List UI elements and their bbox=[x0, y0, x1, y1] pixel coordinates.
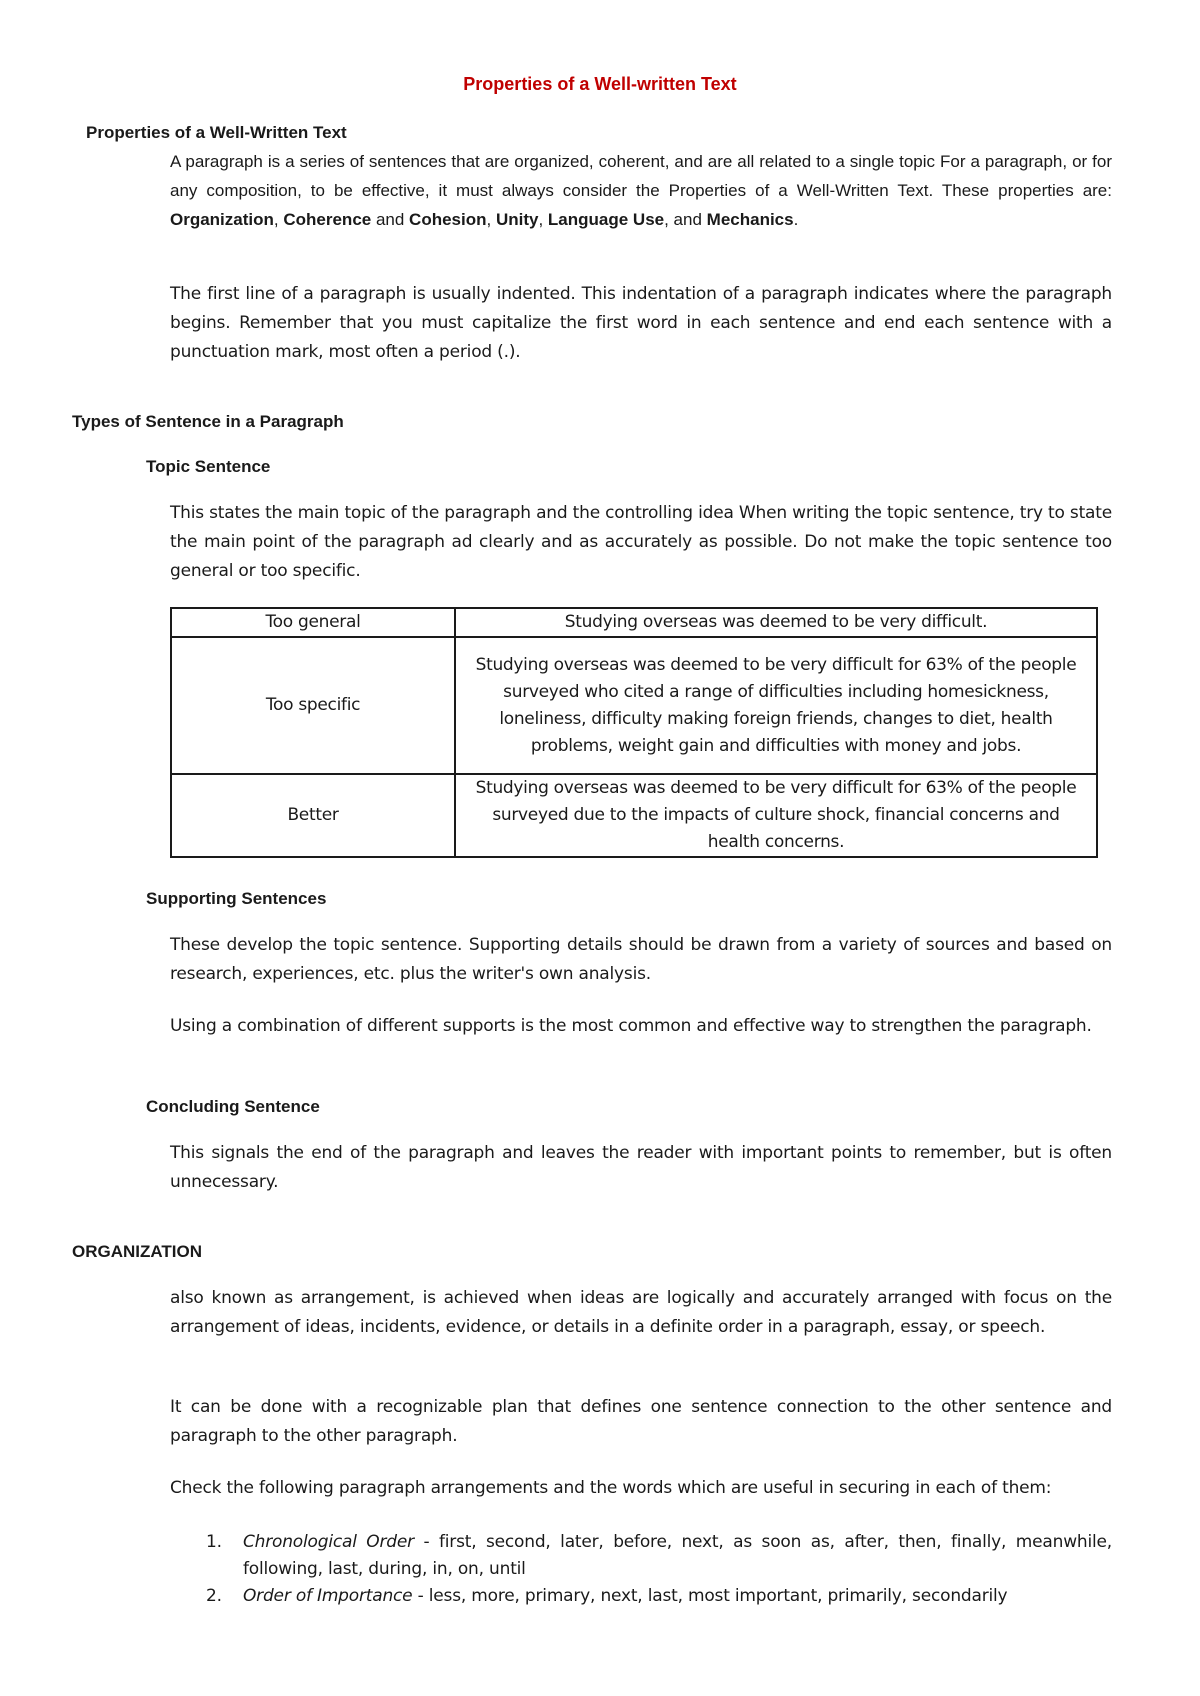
separator: , bbox=[486, 210, 496, 229]
property-organization: Organization bbox=[170, 210, 274, 229]
concluding-sentence-heading: Concluding Sentence bbox=[146, 1097, 320, 1116]
intro-lead-text: A paragraph is a series of sentences that are organized, coherent, and are all related to a single topic For a paragraph, or for any composition, to be effective, it must always consider the Properties of a Well-Written Text. These properties are: bbox=[170, 152, 1112, 200]
conjunction: and bbox=[371, 210, 410, 229]
organization-paragraph-2: It can be done with a recognizable plan that defines one sentence connection to the other sentence and paragraph to the other paragraph. bbox=[170, 1397, 1112, 1446]
order-words: - less, more, primary, next, last, most important, primarily, secondarily bbox=[412, 1586, 1008, 1606]
table-cell-label: Too general bbox=[171, 608, 455, 637]
supporting-sentences-heading: Supporting Sentences bbox=[146, 889, 327, 908]
concluding-paragraph: This signals the end of the paragraph and leaves the reader with important points to remember, but is often unnecessary. bbox=[170, 1143, 1112, 1192]
property-coherence: Coherence bbox=[283, 210, 372, 229]
table-row bbox=[171, 637, 1097, 774]
list-number: 2. bbox=[206, 1586, 222, 1606]
order-words: - first, second, later, before, next, as soon as, after, then, finally, meanwhile, following, last, during, in, on, until bbox=[243, 1532, 1112, 1579]
property-cohesion: Cohesion bbox=[409, 210, 487, 229]
supporting-paragraph-1: These develop the topic sentence. Supporting details should be drawn from a variety of sources and based on research, experiences, etc. plus the writer's own analysis. bbox=[170, 935, 1112, 984]
separator: , bbox=[538, 210, 548, 229]
arrangement-list bbox=[170, 1529, 1112, 1610]
table-row bbox=[171, 608, 1097, 637]
indentation-paragraph: The first line of a paragraph is usually indented. This indentation of a paragraph indicates where the paragraph begins. Remember that you must capitalize the first word in each sentence and end each sentence with a punctuation mark, most often a period (.). bbox=[170, 284, 1112, 362]
organization-paragraph-1: also known as arrangement, is achieved when ideas are logically and accurately arranged with focus on the arrangement of ideas, incidents, evidence, or details in a definite order in a paragraph, essay, or speech. bbox=[170, 1288, 1112, 1337]
table-cell-label: Too specific bbox=[171, 637, 455, 774]
topic-sentence-examples-table bbox=[170, 607, 1098, 858]
period: . bbox=[793, 210, 799, 229]
table-cell-example: Studying overseas was deemed to be very difficult for 63% of the people surveyed who cited a range of difficulties including homesickness, loneliness, difficulty making foreign friends, changes to diet, health problems, weight gain and difficulties with money and jobs. bbox=[455, 637, 1097, 774]
order-name: Chronological Order bbox=[243, 1532, 414, 1552]
organization-heading: ORGANIZATION bbox=[72, 1242, 203, 1261]
organization-paragraph-3: Check the following paragraph arrangements and the words which are useful in securing in each of them: bbox=[170, 1478, 1052, 1498]
property-mechanics: Mechanics bbox=[706, 210, 794, 229]
separator: , bbox=[273, 210, 284, 229]
property-unity: Unity bbox=[495, 210, 539, 229]
table-row bbox=[171, 774, 1097, 857]
intro-paragraph bbox=[170, 147, 1112, 234]
conjunction: , and bbox=[664, 210, 707, 229]
document-title: Properties of a Well-written Text bbox=[463, 74, 737, 94]
table-cell-example: Studying overseas was deemed to be very difficult for 63% of the people surveyed due to the impacts of culture shock, financial concerns and health concerns. bbox=[455, 774, 1097, 857]
topic-sentence-paragraph: This states the main topic of the paragraph and the controlling idea When writing the topic sentence, try to state the main point of the paragraph ad clearly and as accurately as possible. Do not make the topic sentence too general or too specific. bbox=[170, 503, 1112, 581]
supporting-paragraph-2: Using a combination of different supports is the most common and effective way to strengthen the paragraph. bbox=[170, 1016, 1092, 1036]
table-cell-label: Better bbox=[171, 774, 455, 857]
property-language-use: Language Use bbox=[547, 210, 665, 229]
list-number: 1. bbox=[206, 1532, 222, 1552]
topic-sentence-heading: Topic Sentence bbox=[146, 457, 271, 476]
types-heading: Types of Sentence in a Paragraph bbox=[72, 412, 344, 431]
order-name: Order of Importance bbox=[243, 1586, 413, 1606]
table-cell-example: Studying overseas was deemed to be very difficult. bbox=[455, 608, 1097, 637]
list-item bbox=[170, 1529, 1112, 1583]
list-item bbox=[170, 1583, 1112, 1610]
intro-heading: Properties of a Well-Written Text bbox=[86, 123, 347, 142]
